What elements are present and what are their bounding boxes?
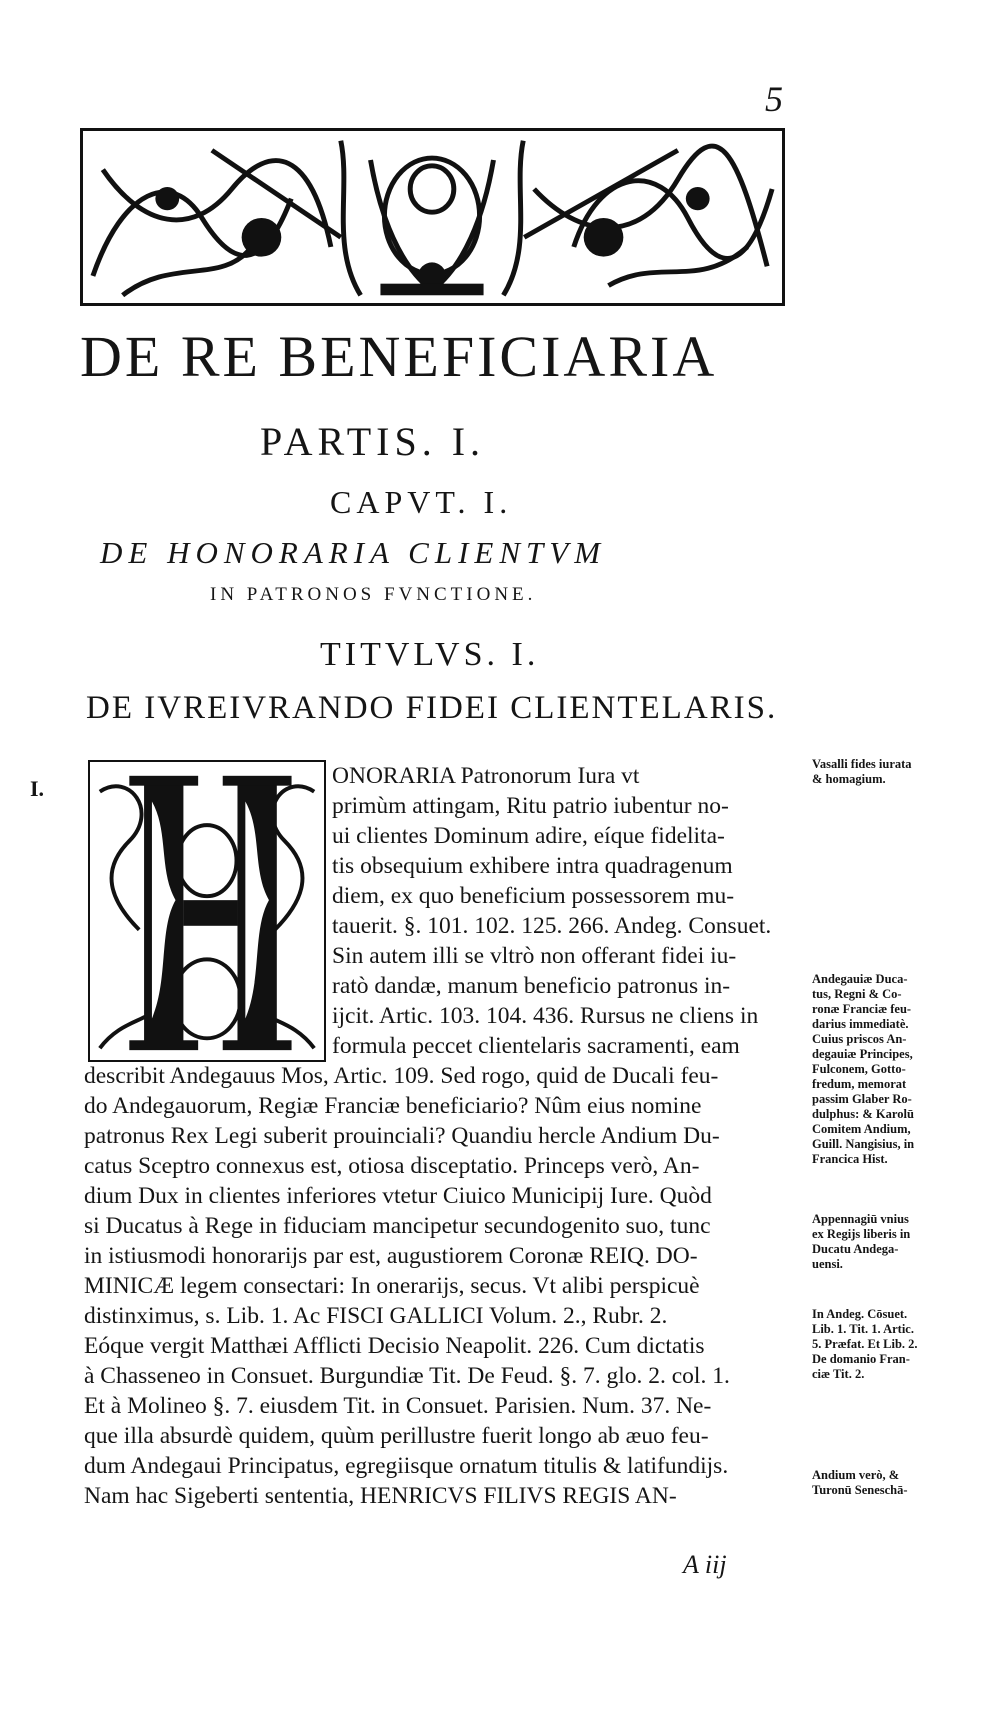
initial-graphic	[90, 762, 324, 1060]
part-title: PARTIS. I.	[260, 419, 486, 464]
text-line: describit Andegauus Mos, Artic. 109. Sed rogo, quid de Ducali feu-	[84, 1063, 719, 1089]
page-number: 5	[765, 79, 783, 119]
titulus-title: TITVLVS. I.	[320, 636, 540, 673]
chapter-subheading: IN PATRONOS FVNCTIONE.	[210, 584, 537, 605]
text-line: dum Andegaui Principatus, egregiisque ornatum titulis & latifundijs.	[84, 1453, 729, 1479]
text-line: dium Dux in clientes inferiores vtetur Ciuico Municipij Iure. Quòd	[84, 1183, 712, 1209]
signature-mark: A iij	[683, 1550, 727, 1579]
section-heading: DE IVREIVRANDO FIDEI CLIENTELARIS.	[86, 690, 778, 726]
decorated-initial-h-icon	[88, 760, 326, 1062]
text-line: que illa absurdè quidem, quùm perillustre fuerit longo ab æuo feu-	[84, 1423, 709, 1449]
margin-note: Appennagiū vnius ex Regijs liberis in Ducatu Andega- uensi.	[812, 1212, 911, 1271]
text-line: formula peccet clientelaris sacramenti, eam	[332, 1033, 740, 1059]
text-line: tis obsequium exhibere intra quadragenum	[332, 853, 733, 879]
headpiece-graphic	[83, 131, 782, 303]
text-line: catus Sceptro connexus est, otiosa disceptatio. Princeps verò, An-	[84, 1153, 700, 1179]
text-line: primùm attingam, Ritu patrio iubentur no-	[332, 793, 729, 819]
text-line: diem, ex quo beneficium possessorem mu-	[332, 883, 735, 909]
text-line: do Andegauorum, Regiæ Franciæ beneficiario? Nûm eius nomine	[84, 1093, 702, 1119]
text-line: ONORARIA Patronorum Iura vt	[332, 763, 640, 789]
text-line: patronus Rex Legi suberit prouinciali? Quandiu hercle Andium Du-	[84, 1123, 720, 1149]
text-line: Eóque vergit Matthæi Afflicti Decisio Neapolit. 226. Cum dictatis	[84, 1333, 705, 1359]
text-line: tauerit. §. 101. 102. 125. 266. Andeg. Consuet.	[332, 913, 772, 939]
caput-title: CAPVT. I.	[330, 484, 513, 520]
margin-note: Vasalli fides iurata & homagium.	[812, 757, 912, 786]
text-line: Nam hac Sigeberti sententia, HENRICVS FILIVS REGIS AN-	[84, 1483, 677, 1509]
margin-note: Andium verò, & Turonū Seneschā-	[812, 1468, 908, 1497]
text-line: MINICÆ legem consectari: In onerarijs, secus. Vt alibi perspicuè	[84, 1273, 700, 1299]
text-line: ratò dandæ, manum beneficio patronus in-	[332, 973, 731, 999]
text-line: in istiusmodi honorarijs par est, augustiorem Coronæ REIQ. DO-	[84, 1243, 698, 1269]
text-line: distinximus, s. Lib. 1. Ac FISCI GALLICI Volum. 2., Rubr. 2.	[84, 1303, 668, 1329]
paragraph-number: I.	[30, 776, 45, 801]
text-line: si Ducatus à Rege in fiduciam mancipetur secundogenito suo, tunc	[84, 1213, 711, 1239]
text-line: à Chasseneo in Consuet. Burgundiæ Tit. De Feud. §. 7. glo. 2. col. 1.	[84, 1363, 730, 1389]
chapter-heading: DE HONORARIA CLIENTVM	[100, 535, 607, 570]
text-line: Et à Molineo §. 7. eiusdem Tit. in Consuet. Parisien. Num. 37. Ne-	[84, 1393, 712, 1419]
text-line: ui clientes Dominum adire, eíque fidelita-	[332, 823, 725, 849]
margin-note: In Andeg. Cōsuet. Lib. 1. Tit. 1. Artic. 5. Præfat. Et Lib. 2. De domanio Fran- ciæ Tit. 2.	[812, 1307, 918, 1381]
text-line: Sin autem illi se vltrò non offerant fidei iu-	[332, 943, 737, 969]
main-title: DE RE BENEFICIARIA	[80, 324, 718, 389]
text-line: ijcit. Artic. 103. 104. 436. Rursus ne cliens in	[332, 1003, 759, 1029]
ornamental-headpiece-icon	[80, 128, 785, 306]
margin-note: Andegauiæ Duca- tus, Regni & Co- ronæ Franciæ feu- darius immediatè. Cuius priscos An- degauiæ Principes, Fulconem, Gotto- fredum, memorat passim Glaber Ro- dulphus: & Karolū Comitem Andium, Guill. Nangisius, in Francica Hist.	[812, 972, 915, 1166]
